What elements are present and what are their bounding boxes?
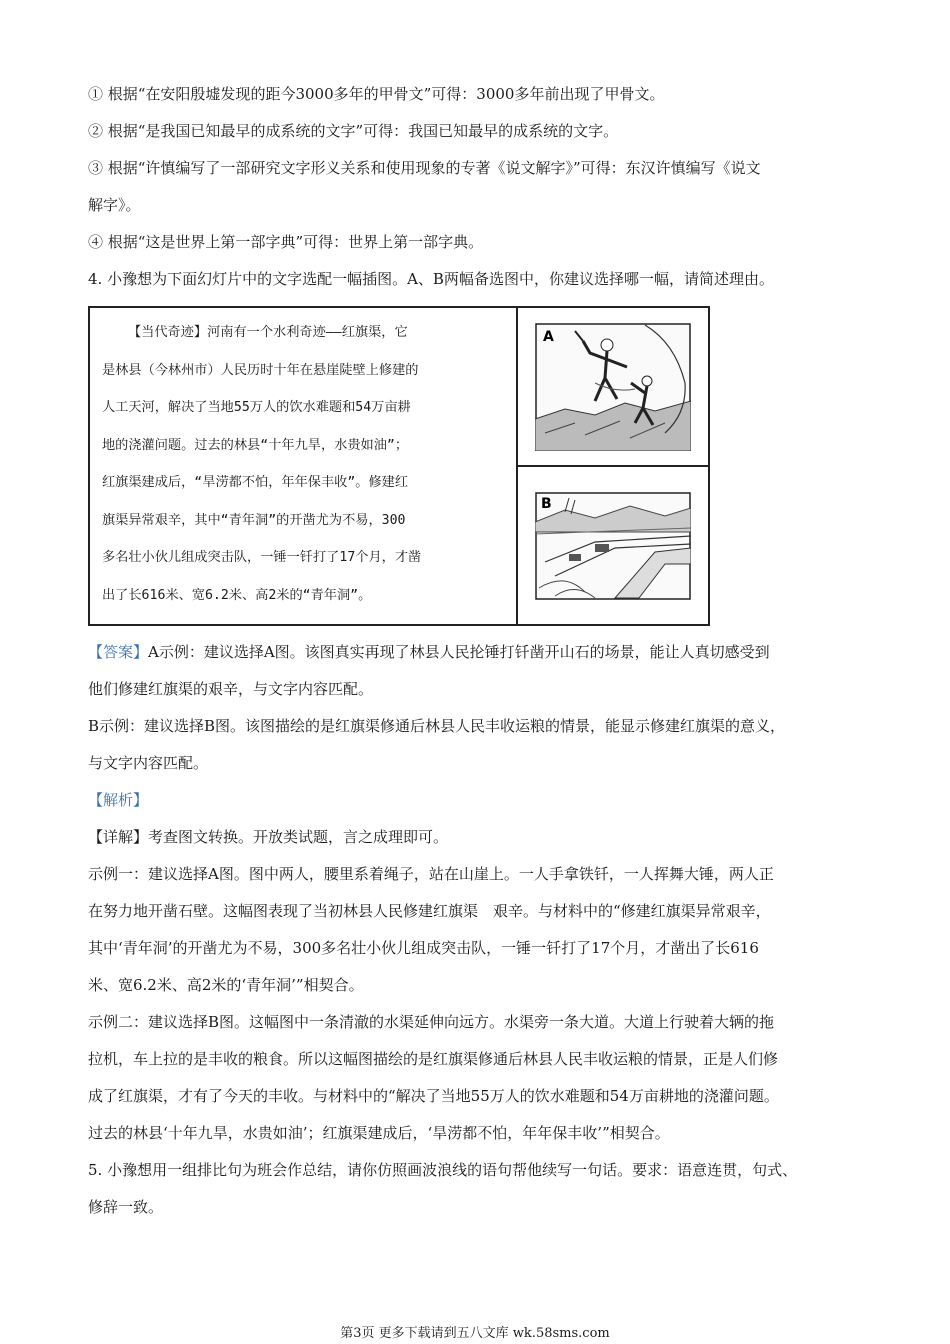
slide-tag: 【当代奇迹】 <box>128 325 208 340</box>
slide-line-8: 出了长616米、宽6.2米、高2米的“青年洞”。 <box>102 587 372 603</box>
answer-line-2: 他们修建红旗渠的艰辛，与文字内容匹配。 <box>88 680 374 698</box>
example-2-line-2: 拉机，车上拉的是丰收的粮食。所以这幅图描绘的是红旗渠修通后林县人民丰收运粮的情景，正是人们修 <box>88 1050 779 1068</box>
example-2-line-3: 成了红旗渠，才有了今天的丰收。与材料中的“解决了当地55万人的饮水难题和54万亩耕地的浇灌问题。 <box>88 1087 779 1105</box>
picture-a-cell <box>517 307 709 466</box>
slide-line-2: 是林县（今林州市）人民历时十年在悬崖陡壁上修建的 <box>102 362 419 378</box>
answer-line-4: 与文字内容匹配。 <box>88 754 209 772</box>
analysis-line-1: ① 根据“在安阳殷墟发现的距今3000多年的甲骨文”可得：3000多年前出现了甲骨文。 <box>88 85 665 103</box>
analysis-line-4: ④ 根据“这是世界上第一部字典”可得：世界上第一部字典。 <box>88 233 484 251</box>
slide-line-7: 多名壮小伙儿组成突击队，一锤一钎打了17个月，才凿 <box>102 550 422 565</box>
slide-line-5: 红旗渠建成后，“旱涝都不怕，年年保丰收”。修建红 <box>102 475 409 490</box>
detail-tag: 【详解】 <box>88 828 149 846</box>
picture-b-cell <box>517 466 709 625</box>
analysis-line-3-cont: 解字》。 <box>88 196 141 214</box>
answer-tag: 【答案】 <box>88 643 149 661</box>
detail-intro: 【详解】考查图文转换。开放类试题，言之成理即可。 <box>88 828 449 846</box>
picture-a-cliff-workers <box>535 323 691 451</box>
example-1-line-3: 其中‘青年洞’的开凿尤为不易，300多名壮小伙儿组成突击队，一锤一钎打了17个月，才凿出了长616 <box>88 939 759 957</box>
analysis-line-3: ③ 根据“许慎编写了一部研究文字形义关系和使用现象的专著《说文解字》”可得：东汉许慎编写《说文 <box>88 159 761 177</box>
slide-line-1: 河南有一个水利奇迹——红旗渠，它 <box>207 325 408 340</box>
analysis-line-2: ② 根据“是我国已知最早的成系统的文字”可得：我国已知最早的成系统的文字。 <box>88 122 619 140</box>
slide-line-6: 旗渠异常艰辛，其中“青年洞”的开凿尤为不易，300 <box>102 512 406 528</box>
example-2-line-4: 过去的林县‘十年九旱，水贵如油’；红旗渠建成后，‘旱涝都不怕，年年保丰收’”相契合。 <box>88 1124 670 1142</box>
page-content <box>88 76 878 1226</box>
picture-a-label: A <box>543 328 554 345</box>
page-footer: 第3页 更多下载请到五八文库 wk.58sms.com <box>340 1326 610 1341</box>
example-2-line-1: 示例二：建议选择B图。这幅图中一条清澈的水渠延伸向远方。水渠旁一条大道。大道上行驶着大辆的拖 <box>88 1013 775 1031</box>
example-1-line-4: 米、宽6.2米、高2米的‘青年洞’”相契合。 <box>88 976 364 994</box>
answer-line-1: 【答案】A示例：建议选择A图。该图真实再现了林县人民抡锤打钎凿开山石的场景，能让人真切感受到 <box>88 643 770 661</box>
example-1-line-2: 在努力地开凿石壁。这幅图表现了当初林县人民修建红旗渠 艰辛。与材料中的“修建红旗渠异常艰辛， <box>88 902 771 920</box>
slide-table <box>88 306 710 626</box>
picture-b-canal-landscape <box>535 492 691 600</box>
slide-line-4: 地的浇灌问题。过去的林县“十年九旱，水贵如油”； <box>102 437 409 453</box>
slide-text-cell <box>89 307 517 625</box>
question-4: 4. 小豫想为下面幻灯片中的文字选配一幅插图。A、B两幅备选图中，你建议选择哪一幅，请简述理由。 <box>88 270 774 288</box>
question-5-line-1: 5. 小豫想用一组排比句为班会作总结，请你仿照画波浪线的语句帮他续写一句话。要求：语意连贯，句式、 <box>88 1161 798 1179</box>
answer-line-3: B示例：建议选择B图。该图描绘的是红旗渠修通后林县人民丰收运粮的情景，能显示修建红旗渠的意义， <box>88 717 786 735</box>
slide-line-3: 人工天河，解决了当地55万人的饮水难题和54万亩耕 <box>102 400 411 415</box>
example-1-line-1: 示例一：建议选择A图。图中两人，腰里系着绳子，站在山崖上。一人手拿铁钎，一人挥舞大锤，两人正 <box>88 865 774 883</box>
picture-b-label: B <box>541 495 552 512</box>
analysis-tag: 【解析】 <box>88 791 149 809</box>
question-5-line-2: 修辞一致。 <box>88 1198 164 1216</box>
